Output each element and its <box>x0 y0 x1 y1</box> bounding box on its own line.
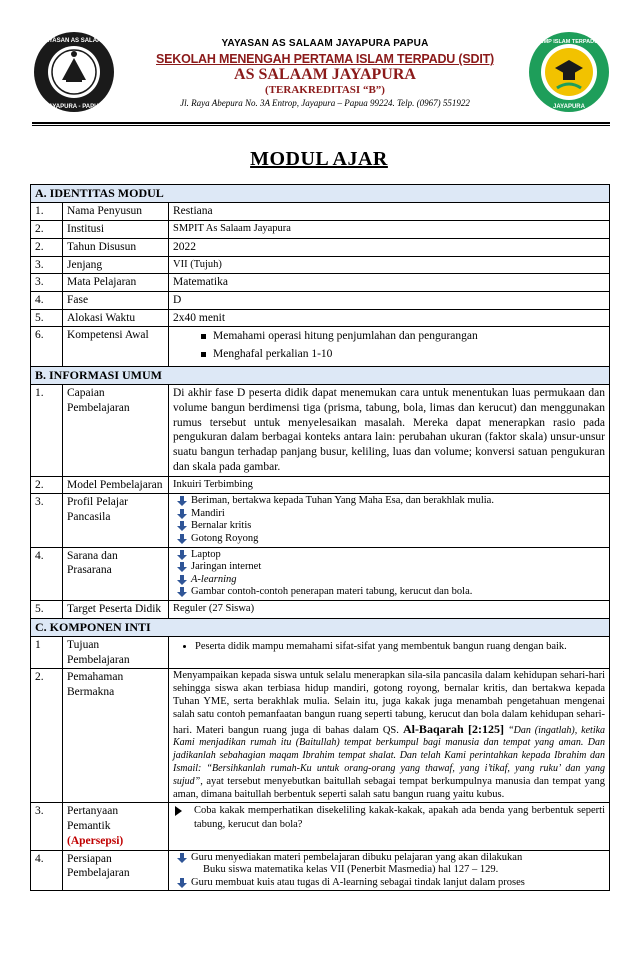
list-item: Guru menyediakan materi pembelajaran dibuku pelajaran yang akan dilakukan Buku siswa matematika kelas VII (Penerbit Masmedia) hal 127 – 129. <box>173 852 605 877</box>
row-number: 4. <box>31 547 63 600</box>
svg-text:JAYAPURA: JAYAPURA <box>553 104 585 110</box>
table-row <box>31 803 610 850</box>
table-row <box>31 850 610 891</box>
row-value: Menyampaikan kepada siswa untuk selalu menerapkan sila-sila pancasila dalam kehidupan sehari-hari sehingga siswa akan terbiasa hidup mandiri, gotong royong, bernalar kritis, dan bertakwa kepada Tuhan YME, serta berakhlak mulia. Selain itu, juga kakak juga menambah pengetahuan mengenai salah satu contoh pemanfaatan bangun ruang seperti tabung, kerucut dan bola dalam kehidupan sehari-hari. Materi bangun ruang juga di bahas dalam QS. Al-Baqarah [2:125] “Dan (ingatlah), ketika Kami menjadikan rumah itu (Baitullah) tempat berkumpul bagi manusia dan tempat yang aman. Dan jadikanlah sebahagian maqam Ibrahim tempat shalat. Dan telah Kami perintahkan kepada Ibrahim dan Ismail: “Bersihkanlah rumah-Ku untuk orang-orang yang thawaf, yang i’tikaf, yang ruku’ dan yang sujud”, ayat tersebut menyebutkan baitullah sebagai tempat berkumpulnya manusia dan tempat yang aman, dimana baitullah berbentuk seperti salah satu bangun ruang yaitu kubus. <box>169 669 610 803</box>
row-value: Reguler (27 Siswa) <box>169 600 610 618</box>
kompetensi-list <box>173 329 605 361</box>
row-label: Persiapan Pembelajaran <box>63 850 169 891</box>
row-value <box>169 850 610 891</box>
row-label: Jenjang <box>63 256 169 274</box>
list-item: Gotong Royong <box>173 533 605 546</box>
row-number: 1. <box>31 203 63 221</box>
letterhead-divider <box>32 122 610 126</box>
row-label: Kompetensi Awal <box>63 327 169 366</box>
row-number: 5. <box>31 600 63 618</box>
row-label: Institusi <box>63 221 169 239</box>
table-row <box>31 203 610 221</box>
school-logo <box>527 30 611 114</box>
list-item: Jaringan internet <box>173 561 605 574</box>
arrow-bullet-icon <box>175 806 182 816</box>
row-label: Capaian Pembelajaran <box>63 385 169 476</box>
row-label: Pemahaman Bermakna <box>63 669 169 803</box>
arrow-down-icon <box>177 509 187 519</box>
module-table <box>30 184 610 891</box>
row-label: Tujuan Pembelajaran <box>63 637 169 669</box>
apersepsi-label: (Apersepsi) <box>67 834 124 847</box>
foundation-name: YAYASAN AS SALAAM JAYAPURA PAPUA <box>221 38 429 49</box>
list-item: Mandiri <box>173 508 605 521</box>
list-item: Bernalar kritis <box>173 520 605 533</box>
row-number: 1 <box>31 637 63 669</box>
row-value: Restiana <box>169 203 610 221</box>
school-name: SEKOLAH MENENGAH PERTAMA ISLAM TERPADU (SDIT) <box>156 52 494 66</box>
row-number: 2. <box>31 669 63 803</box>
list-item: A-learning <box>173 574 605 587</box>
arrow-down-icon <box>177 534 187 544</box>
row-number: 3. <box>31 256 63 274</box>
section-identitas: A. IDENTITAS MODUL <box>31 185 610 203</box>
question-item: Coba kakak memperhatikan disekeliling kakak-kakak, apakah ada benda yang berbentuk seperti tabung, kerucut dan bola? <box>173 804 605 831</box>
table-row <box>31 291 610 309</box>
letterhead-text <box>130 38 520 108</box>
row-label: Model Pembelajaran <box>63 476 169 494</box>
row-label: Mata Pelajaran <box>63 274 169 292</box>
tujuan-list <box>173 640 605 653</box>
table-row <box>31 221 610 239</box>
table-row <box>31 476 610 494</box>
row-number: 6. <box>31 327 63 366</box>
row-label: Alokasi Waktu <box>63 309 169 327</box>
row-value: Inkuiri Terbimbing <box>169 476 610 494</box>
row-label: Nama Penyusun <box>63 203 169 221</box>
row-label: Tahun Disusun <box>63 238 169 256</box>
table-row <box>31 256 610 274</box>
arrow-down-icon <box>177 550 187 560</box>
svg-text:JAYAPURA - PAPUA: JAYAPURA - PAPUA <box>45 104 103 110</box>
list-item: Menghafal perkalian 1-10 <box>201 347 605 362</box>
table-row <box>31 309 610 327</box>
row-label: Profil Pelajar Pancasila <box>63 494 169 547</box>
table-row <box>31 385 610 476</box>
row-label: Pertanyaan Pemantik (Apersepsi) <box>63 803 169 850</box>
arrow-down-icon <box>177 878 187 888</box>
row-number: 2. <box>31 221 63 239</box>
row-number: 5. <box>31 309 63 327</box>
accreditation: (TERAKREDITASI “B”) <box>265 84 385 96</box>
row-value: Di akhir fase D peserta didik dapat menemukan cara untuk menentukan luas permukaan dan volume bangun berdimensi tiga (prisma, tabung, bola, limas dan kerucut) dan menggunakan rumus tersebut untuk menyelesaikan masalah. Mereka dapat menerapkan rasio pada pengukuran dalam berbagai konteks antara lain: perubahan ukuran (faktor skala) unsur-unsur suatu bangun terhadap panjang busur, keliling, luas dan volume; konversi satuan pengukuran dan skala pada gambar. <box>169 385 610 476</box>
row-number: 2. <box>31 238 63 256</box>
row-value <box>169 547 610 600</box>
table-row <box>31 669 610 803</box>
row-number: 4. <box>31 850 63 891</box>
persiapan-list <box>173 852 605 890</box>
arrow-down-icon <box>177 521 187 531</box>
list-item: Guru membuat kuis atau tugas di A-learning sebagai tindak lanjut dalam proses <box>173 877 605 890</box>
row-number: 3. <box>31 274 63 292</box>
table-row <box>31 494 610 547</box>
list-item: Beriman, bertakwa kepada Tuhan Yang Maha Esa, dan berakhlak mulia. <box>173 495 605 508</box>
row-number: 3. <box>31 494 63 547</box>
surah-reference: Al-Baqarah [2:125] <box>402 721 505 736</box>
row-number: 2. <box>31 476 63 494</box>
row-value: D <box>169 291 610 309</box>
table-row <box>31 547 610 600</box>
row-label: Sarana dan Prasarana <box>63 547 169 600</box>
letterhead <box>0 0 638 125</box>
row-value: 2022 <box>169 238 610 256</box>
arrow-down-icon <box>177 496 187 506</box>
row-value <box>169 327 610 366</box>
yayasan-logo <box>32 30 116 114</box>
row-label: Fase <box>63 291 169 309</box>
row-label: Target Peserta Didik <box>63 600 169 618</box>
svg-text:YAYASAN AS SALAAM: YAYASAN AS SALAAM <box>41 38 107 44</box>
sarana-list <box>173 549 605 599</box>
table-row <box>31 274 610 292</box>
row-value <box>169 803 610 850</box>
arrow-down-icon <box>177 853 187 863</box>
row-value: 2x40 menit <box>169 309 610 327</box>
row-value <box>169 494 610 547</box>
school-address: Jl. Raya Abepura No. 3A Entrop, Jayapura – Papua 99224. Telp. (0967) 551922 <box>180 98 470 108</box>
document-title: MODUL AJAR <box>250 148 388 170</box>
row-value: Matematika <box>169 274 610 292</box>
arrow-down-icon <box>177 575 187 585</box>
list-item: Laptop <box>173 549 605 562</box>
row-number: 1. <box>31 385 63 476</box>
list-item: Memahami operasi hitung penjumlahan dan pengurangan <box>201 329 605 344</box>
list-item: Gambar contoh-contoh penerapan materi tabung, kerucut dan bola. <box>173 586 605 599</box>
row-number: 4. <box>31 291 63 309</box>
school-location: AS SALAAM JAYAPURA <box>234 66 416 83</box>
table-row <box>31 637 610 669</box>
table-row <box>31 327 610 366</box>
row-value: SMPIT As Salaam Jayapura <box>169 221 610 239</box>
list-item: • Peserta didik mampu memahami sifat-sifat yang membentuk bangun ruang dengan baik. <box>195 640 605 653</box>
svg-text:SMP ISLAM TERPADU: SMP ISLAM TERPADU <box>539 39 599 45</box>
row-value <box>169 637 610 669</box>
section-informasi: B. INFORMASI UMUM <box>31 366 610 384</box>
quran-quote: “Dan (ingatlah), ketika Kami menjadikan rumah itu (Baitullah) tempat berkumpul bagi manusia dan tempat yang aman. Dan jadikanlah sebahagian maqam Ibrahim tempat shalat. Dan telah Kami perintahkan kepada Ibrahim dan Ismail: “Bersihkanlah rumah-Ku untuk orang-orang yang thawaf, yang i’tikaf, yang ruku’ dan yang sujud” <box>173 724 606 787</box>
arrow-down-icon <box>177 587 187 597</box>
arrow-down-icon <box>177 562 187 572</box>
row-number: 3. <box>31 803 63 850</box>
table-row <box>31 238 610 256</box>
section-komponen: C. KOMPONEN INTI <box>31 618 610 636</box>
profil-list <box>173 495 605 545</box>
table-row <box>31 600 610 618</box>
row-value: VII (Tujuh) <box>169 256 610 274</box>
